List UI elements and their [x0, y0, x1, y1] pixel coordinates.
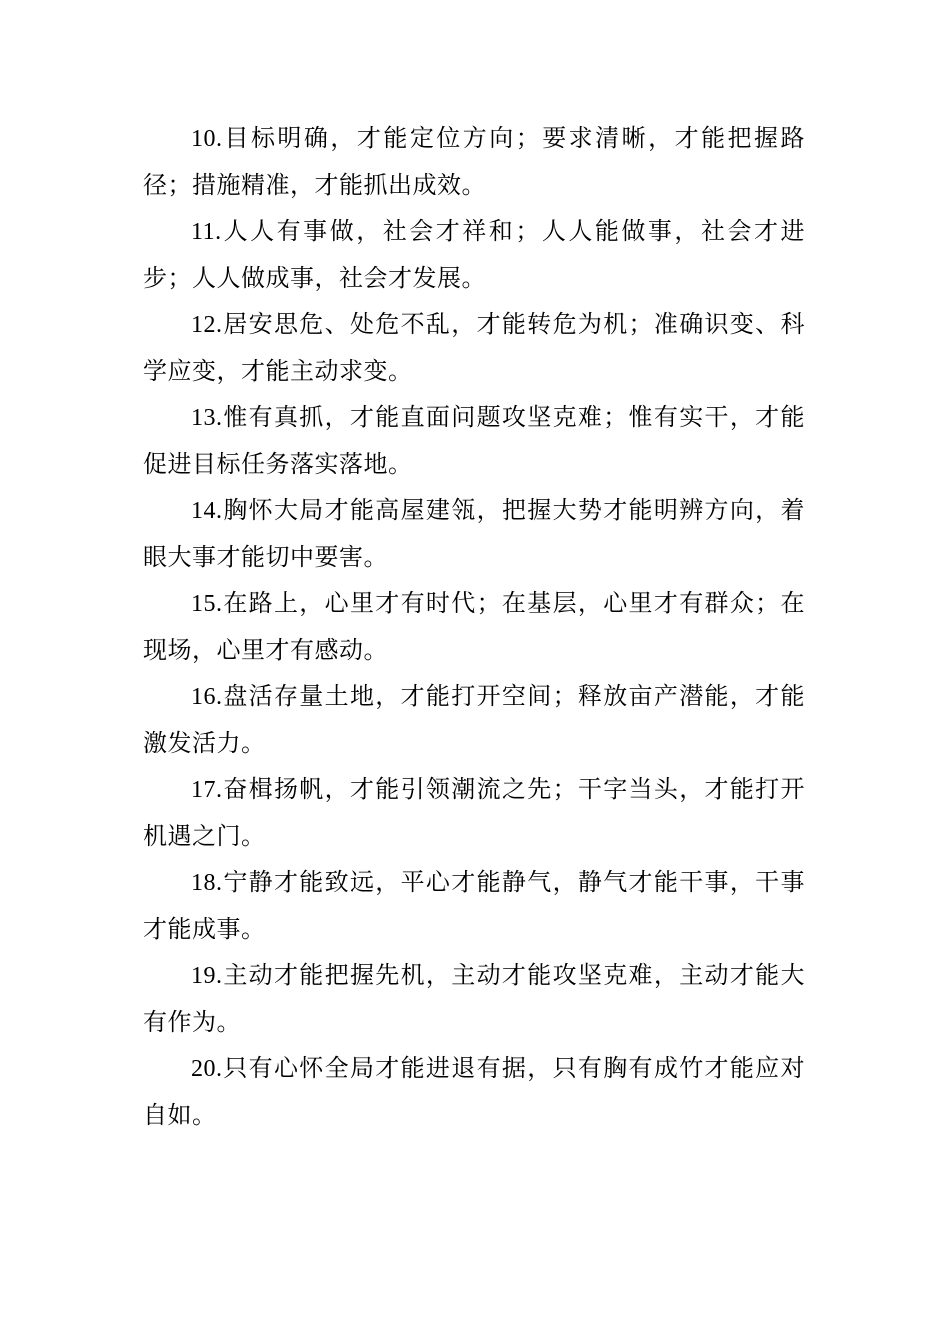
list-item: 17.奋楫扬帆，才能引领潮流之先；干字当头，才能打开机遇之门。 — [143, 777, 805, 850]
list-item: 14.胸怀大局才能高屋建瓴，把握大势才能明辨方向，着眼大事才能切中要害。 — [143, 498, 805, 571]
list-item: 20.只有心怀全局才能进退有据，只有胸有成竹才能应对自如。 — [143, 1056, 805, 1129]
list-item: 19.主动才能把握先机，主动才能攻坚克难，主动才能大有作为。 — [143, 963, 805, 1036]
list-item: 13.惟有真抓，才能直面问题攻坚克难；惟有实干，才能促进目标任务落实落地。 — [143, 405, 805, 478]
list-item: 18.宁静才能致远，平心才能静气，静气才能干事，干事才能成事。 — [143, 870, 805, 943]
list-item: 11.人人有事做，社会才祥和；人人能做事，社会才进步；人人做成事，社会才发展。 — [143, 219, 805, 292]
list-item: 12.居安思危、处危不乱，才能转危为机；准确识变、科学应变，才能主动求变。 — [143, 312, 805, 385]
list-item: 16.盘活存量土地，才能打开空间；释放亩产潜能，才能激发活力。 — [143, 684, 805, 757]
document-body — [143, 116, 805, 1139]
list-item: 15.在路上，心里才有时代；在基层，心里才有群众；在现场，心里才有感动。 — [143, 591, 805, 664]
list-item: 10.目标明确，才能定位方向；要求清晰，才能把握路径；措施精准，才能抓出成效。 — [143, 126, 805, 199]
